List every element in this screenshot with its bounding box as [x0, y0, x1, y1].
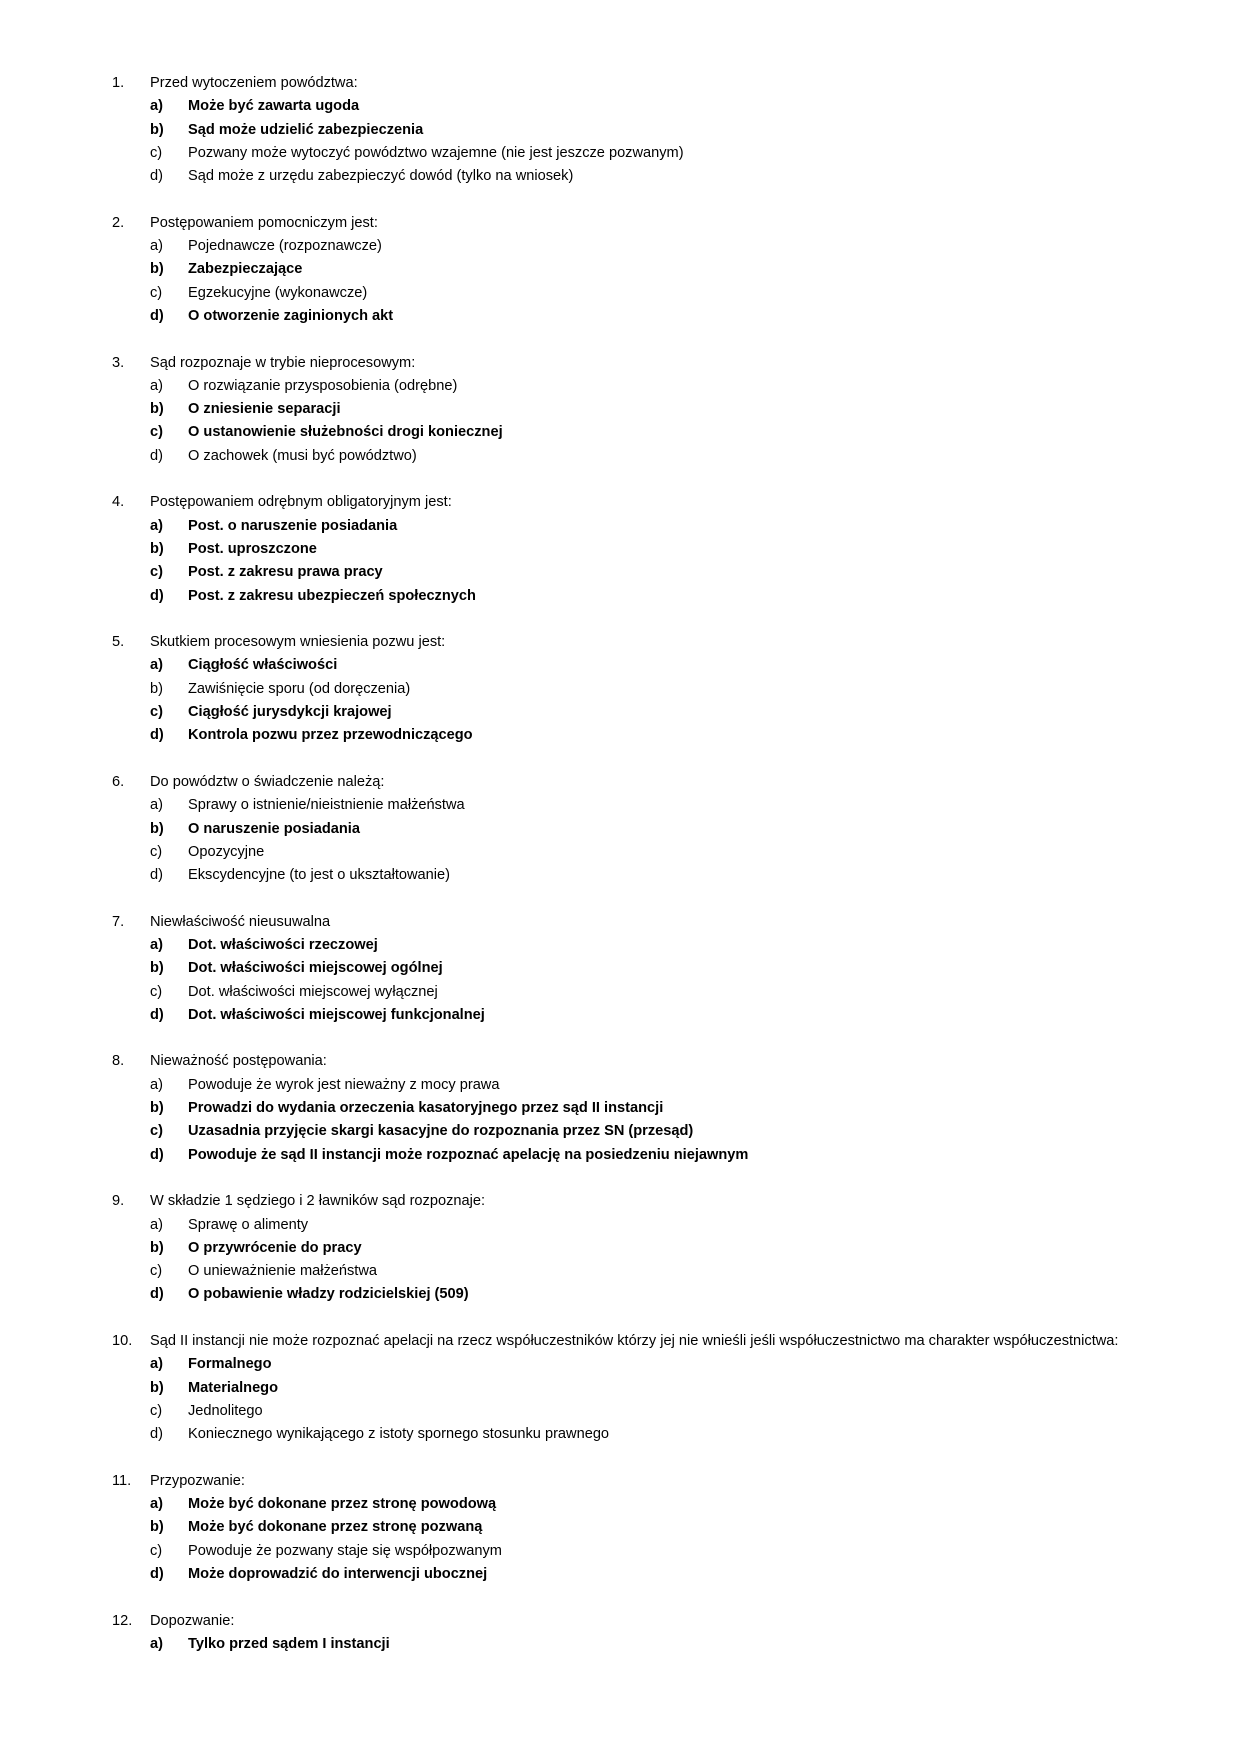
answer-option	[0, 1633, 1240, 1656]
answer-option	[0, 585, 1240, 608]
question-number: 8.	[112, 1053, 125, 1070]
answer-option	[0, 119, 1240, 142]
answer-letter: d)	[150, 587, 164, 604]
answer-text: O otworzenie zaginionych akt	[188, 307, 394, 324]
question-block	[0, 771, 1240, 887]
answer-option	[0, 445, 1240, 468]
answer-text: Uzasadnia przyjęcie skargi kasacyjne do rozpoznania przez SN (przesąd)	[188, 1123, 694, 1140]
question-text: Nieważność postępowania:	[150, 1053, 327, 1070]
answer-letter: d)	[150, 1286, 164, 1303]
answer-letter: d)	[150, 447, 163, 464]
answer-text: Pozwany może wytoczyć powództwo wzajemne (nie jest jeszcze pozwanym)	[188, 144, 684, 161]
question-block	[0, 1610, 1240, 1657]
answer-option	[0, 1004, 1240, 1027]
question-line	[0, 631, 1240, 654]
question-text: Dopozwanie:	[150, 1612, 235, 1629]
answer-letter: c)	[150, 1402, 163, 1419]
answer-text: Powoduje że sąd II instancji może rozpoznać apelację na posiedzeniu niejawnym	[188, 1146, 749, 1163]
answer-option	[0, 1283, 1240, 1306]
answer-letter: a)	[150, 377, 163, 394]
answer-letter: c)	[150, 424, 163, 441]
answer-text: Post. z zakresu prawa pracy	[188, 564, 383, 581]
answer-text: Opozycyjne	[188, 843, 265, 860]
answer-text: Ciągłość właściwości	[188, 657, 338, 674]
answer-letter: b)	[150, 960, 164, 977]
answer-text: O ustanowienie służebności drogi koniecznej	[188, 424, 503, 441]
answer-letter: c)	[150, 983, 163, 1000]
answer-option	[0, 1353, 1240, 1376]
answer-option	[0, 515, 1240, 538]
answer-text: Zabezpieczające	[188, 261, 303, 278]
question-number: 3.	[112, 354, 125, 371]
answer-option	[0, 375, 1240, 398]
answer-option	[0, 841, 1240, 864]
answer-text: Dot. właściwości miejscowej funkcjonalnej	[188, 1006, 485, 1023]
answer-text: Może być zawarta ugoda	[188, 98, 360, 115]
answer-text: Ciągłość jurysdykcji krajowej	[188, 704, 392, 721]
answer-text: Może doprowadzić do interwencji ubocznej	[188, 1566, 488, 1582]
answer-text: Zawiśnięcie sporu (od doręczenia)	[188, 680, 411, 697]
answer-text: Formalnego	[188, 1356, 272, 1373]
question-line	[0, 911, 1240, 934]
question-number: 1.	[112, 75, 125, 91]
answer-option	[0, 1423, 1240, 1446]
answer-letter: b)	[150, 1100, 164, 1117]
answer-letter: c)	[150, 564, 163, 581]
question-block	[0, 1470, 1240, 1586]
answer-text: Dot. właściwości miejscowej ogólnej	[188, 960, 443, 977]
answer-letter: a)	[150, 657, 163, 674]
answer-text: Sąd może z urzędu zabezpieczyć dowód (tylko na wniosek)	[188, 168, 574, 185]
answer-text: Egzekucyjne (wykonawcze)	[188, 284, 368, 301]
answer-text: Koniecznego wynikającego z istoty spornego stosunku prawnego	[188, 1426, 610, 1443]
answer-letter: b)	[150, 261, 164, 278]
answer-option	[0, 1493, 1240, 1516]
answer-letter: c)	[150, 704, 163, 721]
answer-option	[0, 538, 1240, 561]
answer-option	[0, 934, 1240, 957]
answer-letter: d)	[150, 867, 163, 884]
question-text: Sąd rozpoznaje w trybie nieprocesowym:	[150, 354, 416, 371]
answer-option	[0, 95, 1240, 118]
answer-option	[0, 305, 1240, 328]
answer-text: Jednolitego	[188, 1402, 263, 1419]
answer-text: Może być dokonane przez stronę powodową	[188, 1496, 497, 1513]
question-block	[0, 1330, 1240, 1446]
answer-option	[0, 1097, 1240, 1120]
question-text: Skutkiem procesowym wniesienia pozwu jest:	[150, 634, 446, 651]
question-number: 5.	[112, 634, 125, 651]
answer-option	[0, 1237, 1240, 1260]
answer-text: Sąd może udzielić zabezpieczenia	[188, 121, 424, 138]
answer-letter: d)	[150, 307, 164, 324]
question-text: Niewłaściwość nieusuwalna	[150, 913, 331, 930]
question-line	[0, 1190, 1240, 1213]
answer-text: O zniesienie separacji	[188, 401, 341, 418]
answer-letter: a)	[150, 238, 163, 255]
answer-option	[0, 981, 1240, 1004]
question-line	[0, 212, 1240, 235]
question-block	[0, 352, 1240, 468]
answer-option	[0, 678, 1240, 701]
answer-text: Sprawę o alimenty	[188, 1216, 309, 1233]
answer-letter: b)	[150, 1239, 164, 1256]
document-page	[0, 72, 1240, 1679]
answer-option	[0, 957, 1240, 980]
question-text: Do powództw o świadczenie należą:	[150, 773, 385, 790]
answer-letter: c)	[150, 1263, 163, 1280]
answer-option	[0, 818, 1240, 841]
answer-option	[0, 724, 1240, 747]
answer-text: Tylko przed sądem I instancji	[188, 1635, 390, 1652]
question-block	[0, 1050, 1240, 1166]
question-number: 11.	[112, 1472, 132, 1489]
answer-letter: a)	[150, 1076, 163, 1093]
answer-text: Materialnego	[188, 1379, 279, 1396]
question-line	[0, 491, 1240, 514]
answer-option	[0, 1144, 1240, 1167]
question-line	[0, 771, 1240, 794]
answer-letter: d)	[150, 1566, 164, 1582]
answer-letter: a)	[150, 1356, 163, 1373]
answer-option	[0, 282, 1240, 305]
answer-letter: d)	[150, 727, 164, 744]
answer-option	[0, 1260, 1240, 1283]
answer-option	[0, 864, 1240, 887]
answer-text: Może być dokonane przez stronę pozwaną	[188, 1519, 483, 1536]
question-number: 4.	[112, 494, 125, 511]
answer-letter: c)	[150, 284, 163, 301]
answer-text: Ekscydencyjne (to jest o ukształtowanie)	[188, 867, 450, 884]
answer-letter: b)	[150, 1519, 164, 1536]
answer-text: Prowadzi do wydania orzeczenia kasatoryjnego przez sąd II instancji	[188, 1100, 664, 1117]
answer-text: Dot. właściwości miejscowej wyłącznej	[188, 983, 438, 1000]
answer-letter: a)	[150, 797, 163, 814]
answer-letter: a)	[150, 1496, 163, 1513]
answer-option	[0, 1516, 1240, 1539]
question-line	[0, 1610, 1240, 1633]
answer-text: Powoduje że pozwany staje się współpozwanym	[188, 1542, 502, 1559]
answer-option	[0, 258, 1240, 281]
answer-text: O unieważnienie małżeństwa	[188, 1263, 378, 1280]
answer-option	[0, 398, 1240, 421]
answer-letter: d)	[150, 1426, 163, 1443]
answer-letter: a)	[150, 936, 163, 953]
answer-option	[0, 1074, 1240, 1097]
answer-option	[0, 1214, 1240, 1237]
answer-letter: b)	[150, 1379, 164, 1396]
question-line	[0, 1470, 1240, 1493]
question-block	[0, 491, 1240, 607]
answer-text: Kontrola pozwu przez przewodniczącego	[188, 727, 473, 744]
answer-option	[0, 142, 1240, 165]
answer-option	[0, 701, 1240, 724]
question-block	[0, 212, 1240, 328]
answer-letter: a)	[150, 1216, 163, 1233]
answer-option	[0, 1400, 1240, 1423]
answer-letter: c)	[150, 843, 163, 860]
question-block	[0, 631, 1240, 747]
answer-option	[0, 1377, 1240, 1400]
question-text: Sąd II instancji nie może rozpoznać apelacji na rzecz współuczestników którzy jej nie wnieśli jeśli współuczestnictwo ma charakter współuczestnictwa:	[150, 1333, 1119, 1350]
answer-option	[0, 561, 1240, 584]
answer-letter: d)	[150, 168, 163, 185]
question-text: Przed wytoczeniem powództwa:	[150, 75, 358, 91]
answer-text: O zachowek (musi być powództwo)	[188, 447, 417, 464]
answer-option	[0, 165, 1240, 188]
answer-text: Powoduje że wyrok jest nieważny z mocy prawa	[188, 1076, 500, 1093]
answer-text: O pobawienie władzy rodzicielskiej (509)	[188, 1286, 469, 1303]
answer-option	[0, 1540, 1240, 1563]
question-number: 9.	[112, 1193, 125, 1210]
answer-option	[0, 654, 1240, 677]
answer-letter: b)	[150, 401, 164, 418]
question-number: 12.	[112, 1612, 133, 1629]
answer-option	[0, 794, 1240, 817]
answer-text: Pojednawcze (rozpoznawcze)	[188, 238, 382, 255]
answer-option	[0, 421, 1240, 444]
answer-text: Dot. właściwości rzeczowej	[188, 936, 378, 953]
question-text: Postępowaniem pomocniczym jest:	[150, 214, 378, 231]
answer-option	[0, 1563, 1240, 1586]
answer-letter: c)	[150, 144, 163, 161]
question-line	[0, 352, 1240, 375]
answer-letter: c)	[150, 1123, 163, 1140]
answer-text: Sprawy o istnienie/nieistnienie małżeństwa	[188, 797, 465, 814]
answer-text: Post. o naruszenie posiadania	[188, 517, 398, 534]
question-text: W składzie 1 sędziego i 2 ławników sąd rozpoznaje:	[150, 1193, 486, 1210]
answer-letter: a)	[150, 1635, 163, 1652]
answer-letter: d)	[150, 1146, 164, 1163]
question-text: Przypozwanie:	[150, 1472, 245, 1489]
answer-option	[0, 1120, 1240, 1143]
answer-letter: d)	[150, 1006, 164, 1023]
answer-text: O naruszenie posiadania	[188, 820, 360, 837]
answer-letter: b)	[150, 540, 164, 557]
answer-letter: b)	[150, 121, 164, 138]
answer-text: Post. z zakresu ubezpieczeń społecznych	[188, 587, 476, 604]
question-block	[0, 911, 1240, 1027]
answer-letter: b)	[150, 680, 163, 697]
answer-text: Post. uproszczone	[188, 540, 317, 557]
question-number: 6.	[112, 773, 125, 790]
answer-text: O rozwiązanie przysposobienia (odrębne)	[188, 377, 458, 394]
question-line	[0, 1050, 1240, 1073]
answer-letter: c)	[150, 1542, 163, 1559]
answer-letter: a)	[150, 517, 163, 534]
question-line	[0, 72, 1240, 95]
question-line	[0, 1330, 1240, 1353]
question-block	[0, 72, 1240, 188]
answer-text: O przywrócenie do pracy	[188, 1239, 362, 1256]
question-block	[0, 1190, 1240, 1306]
question-number: 2.	[112, 214, 125, 231]
question-number: 7.	[112, 913, 125, 930]
answer-option	[0, 235, 1240, 258]
answer-letter: a)	[150, 98, 163, 115]
question-number: 10.	[112, 1333, 133, 1350]
answer-letter: b)	[150, 820, 164, 837]
question-text: Postępowaniem odrębnym obligatoryjnym jest:	[150, 494, 452, 511]
